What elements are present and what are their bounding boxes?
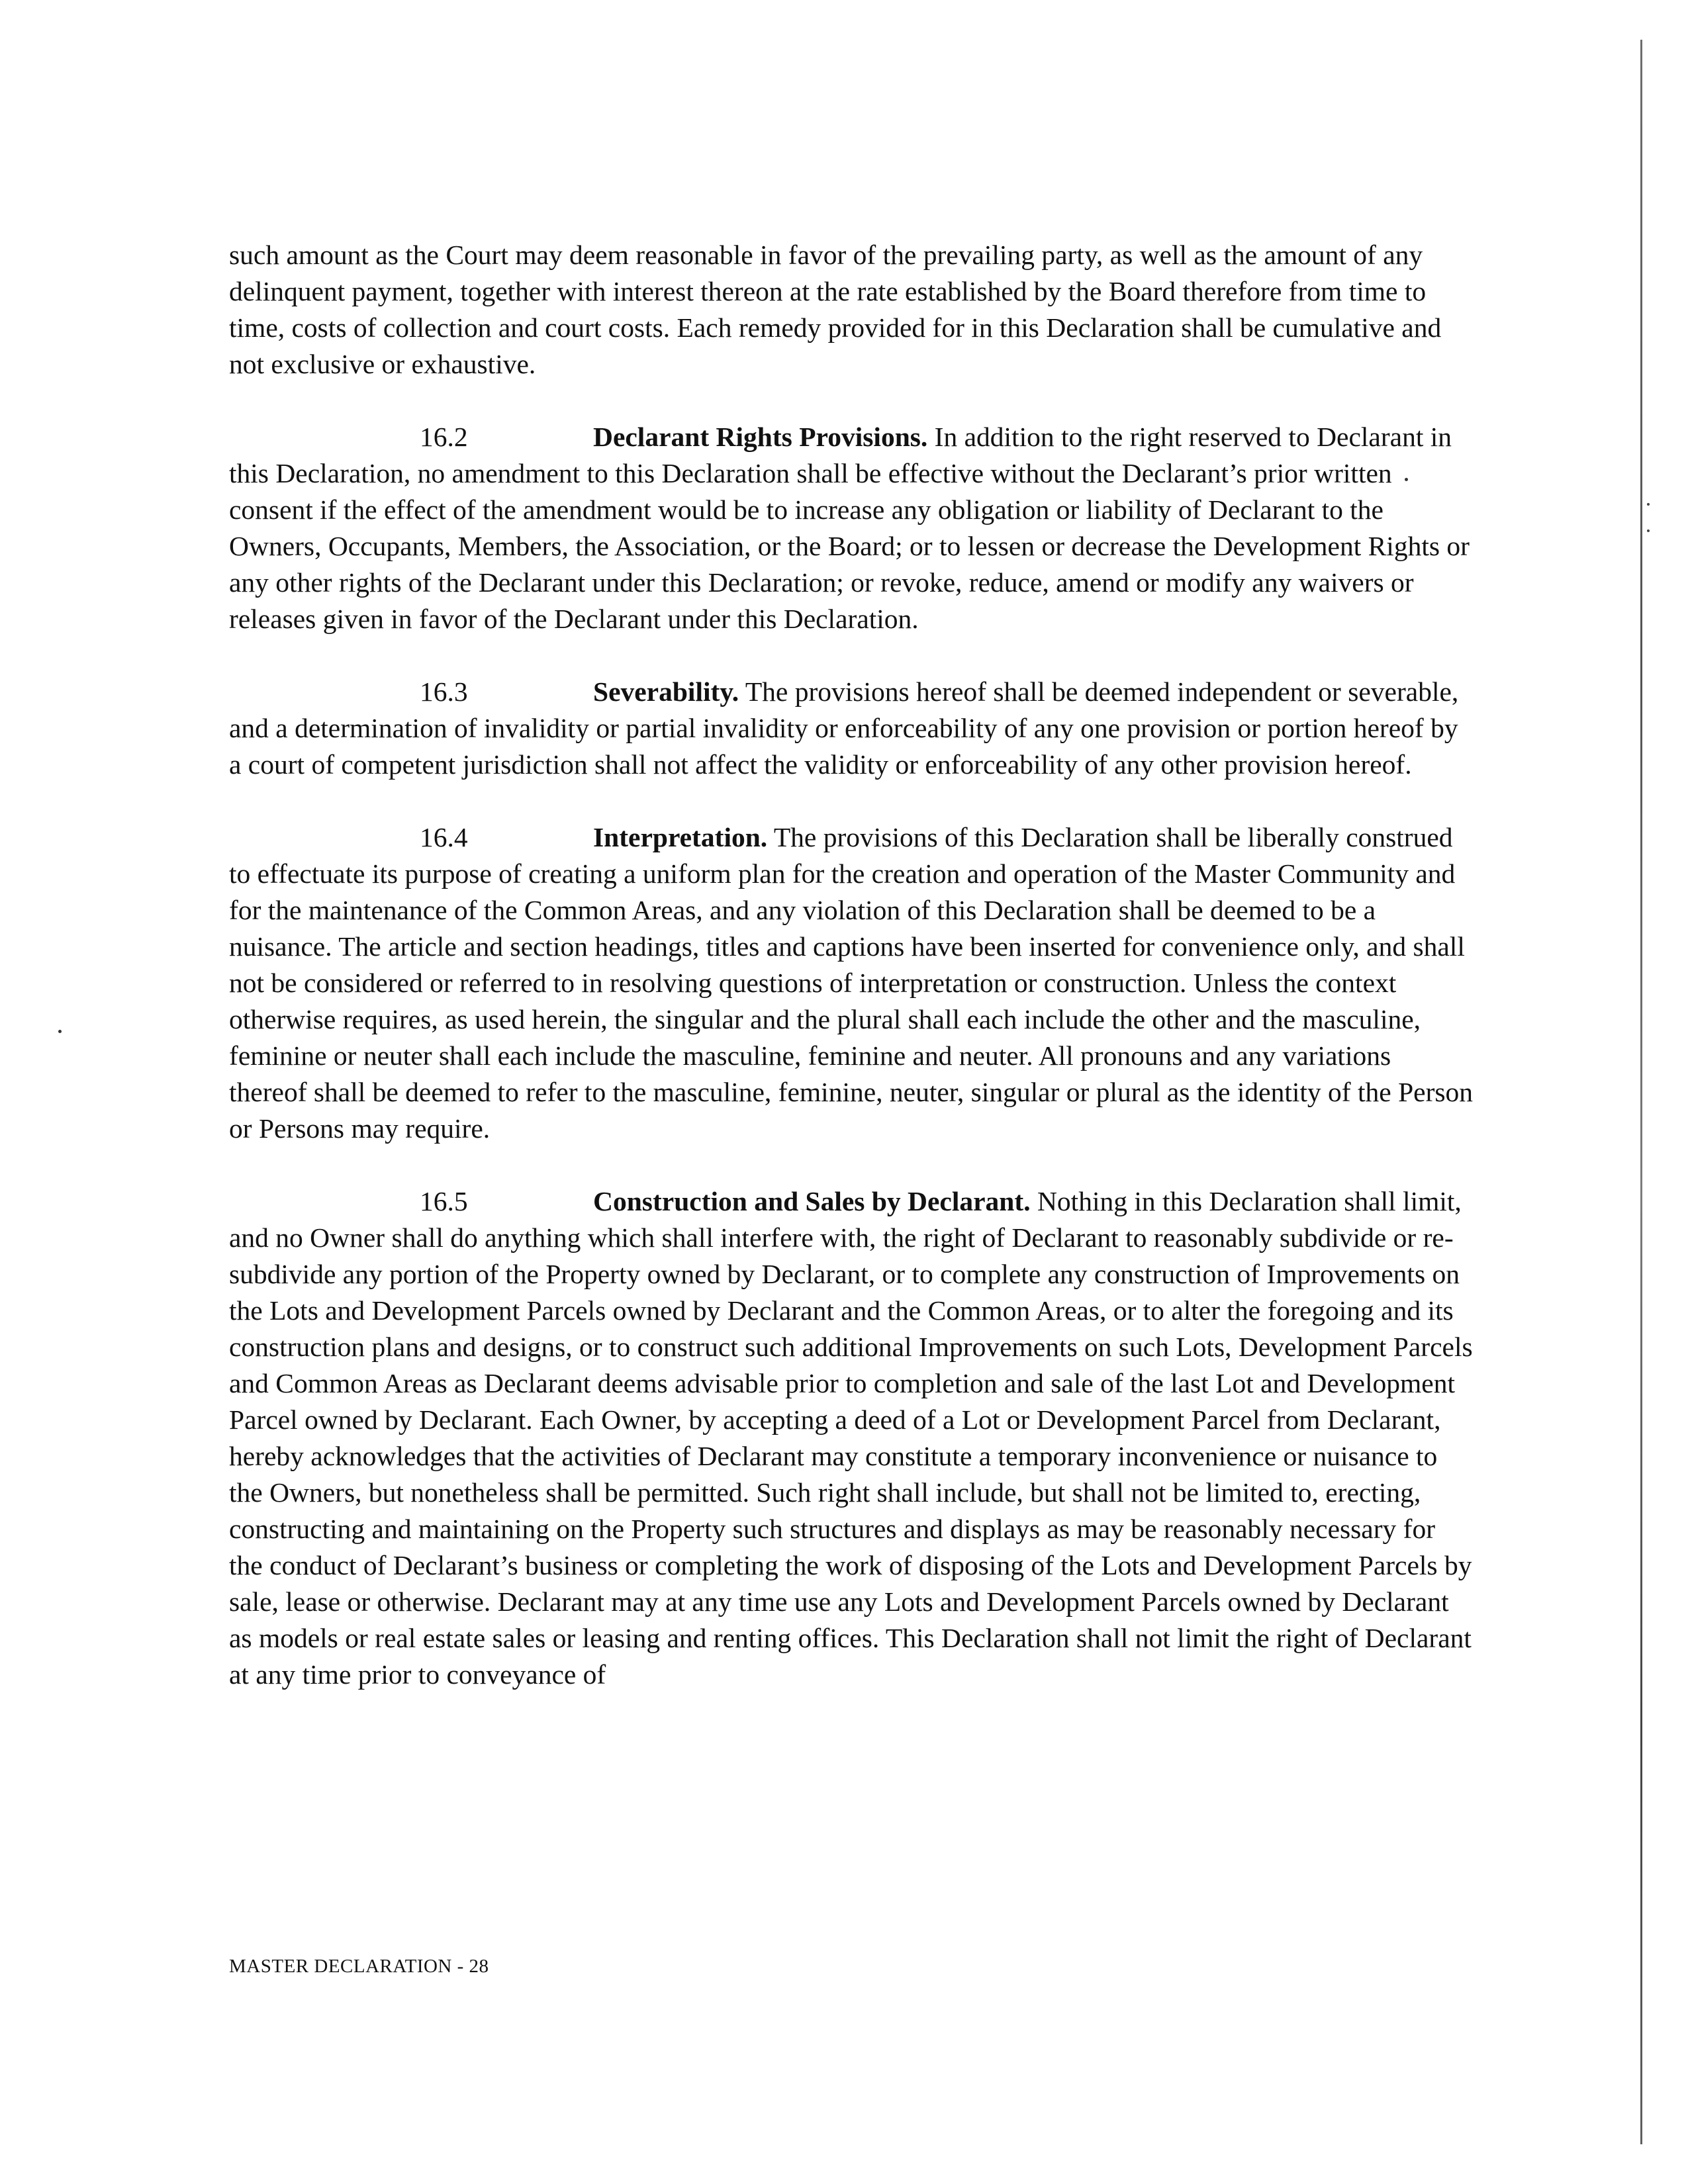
- section-number: 16.5: [420, 1186, 468, 1216]
- section-text: Nothing in this Declaration shall limit, and no Owner shall do anything which shall interfere with, the right of Declarant to reasonably subdivide or re-subdivide any portion of the Property owned by Declarant, or to complete any construction of Improvements on the Lots and Development Parcels owned by Declarant and the Common Areas, or to alter the foregoing and its construction plans and designs, or to construct such additional Improvements on such Lots, Development Parcels and Common Areas as Declarant deems advisable prior to completion and sale of the last Lot and Development Parcel owned by Declarant. Each Owner, by accepting a deed of a Lot or Development Parcel from Declarant, hereby acknowledges that the activities of Declarant may constitute a temporary inconvenience or nuisance to the Owners, but nonetheless shall be permitted. Such right shall include, but shall not be limited to, erecting, constructing and maintaining on the Property such structures and displays as may be reasonably necessary for the conduct of Declarant’s business or completing the work of disposing of the Lots and Development Parcels by sale, lease or otherwise. Declarant may at any time use any Lots and Development Parcels owned by Declarant as models or real estate sales or leasing and renting offices. This Declaration shall not limit the right of Declarant at any time prior to conveyance of: [229, 1186, 1473, 1690]
- scan-edge-mark: [1647, 529, 1650, 532]
- section-number: 16.3: [420, 676, 468, 707]
- section-number: 16.4: [420, 822, 468, 852]
- scan-speck: [58, 1030, 62, 1033]
- section-text: The provisions hereof shall be deemed independent or severable, and a determination of invalidity or partial invalidity or enforceability of any one provision or portion hereof by a court of competent jurisdiction shall not affect the validity or enforceability of any other provision hereof.: [229, 676, 1459, 780]
- page-footer: MASTER DECLARATION - 28: [229, 1956, 489, 1977]
- document-body: [229, 237, 1474, 1729]
- section-16-3: [229, 674, 1474, 783]
- section-text: In addition to the right reserved to Declarant in this Declaration, no amendment to this Declaration shall be effective without the Declarant’s prior written consent if the effect of the amendment would be to increase any obligation or liability of Declarant to the Owners, Occupants, Members, the Association, or the Board; or to lessen or decrease the Development Rights or any other rights of the Declarant under this Declaration; or revoke, reduce, amend or modify any waivers or releases given in favor of the Declarant under this Declaration.: [229, 422, 1470, 634]
- section-title: Declarant Rights Provisions.: [593, 422, 928, 452]
- intro-paragraph: such amount as the Court may deem reasonable in favor of the prevailing party, as well as the amount of any delinquent payment, together with interest thereon at the rate established by the Board therefore from time to time, costs of collection and court costs. Each remedy provided for in this Declaration shall be cumulative and not exclusive or exhaustive.: [229, 240, 1442, 379]
- section-title: Interpretation.: [593, 822, 768, 852]
- section-text: The provisions of this Declaration shall be liberally construed to effectuate its purpose of creating a uniform plan for the creation and operation of the Master Community and for the maintenance of the Common Areas, and any violation of this Declaration shall be deemed to be a nuisance. The article and section headings, titles and captions have been inserted for convenience only, and shall not be considered or referred to in resolving questions of interpretation or construction. Unless the context otherwise requires, as used herein, the singular and the plural shall each include the other and the masculine, feminine or neuter shall each include the masculine, feminine and neuter. All pronouns and any variations thereof shall be deemed to refer to the masculine, feminine, neuter, singular or plural as the identity of the Person or Persons may require.: [229, 822, 1474, 1144]
- section-number: 16.2: [420, 422, 468, 452]
- scan-edge-mark: [1647, 503, 1650, 506]
- section-16-5: [229, 1183, 1474, 1693]
- section-title: Severability.: [593, 676, 739, 707]
- section-title: Construction and Sales by Declarant.: [593, 1186, 1031, 1216]
- scan-edge-line: [1640, 40, 1642, 2144]
- section-16-2: [229, 419, 1474, 637]
- section-16-4: [229, 819, 1474, 1147]
